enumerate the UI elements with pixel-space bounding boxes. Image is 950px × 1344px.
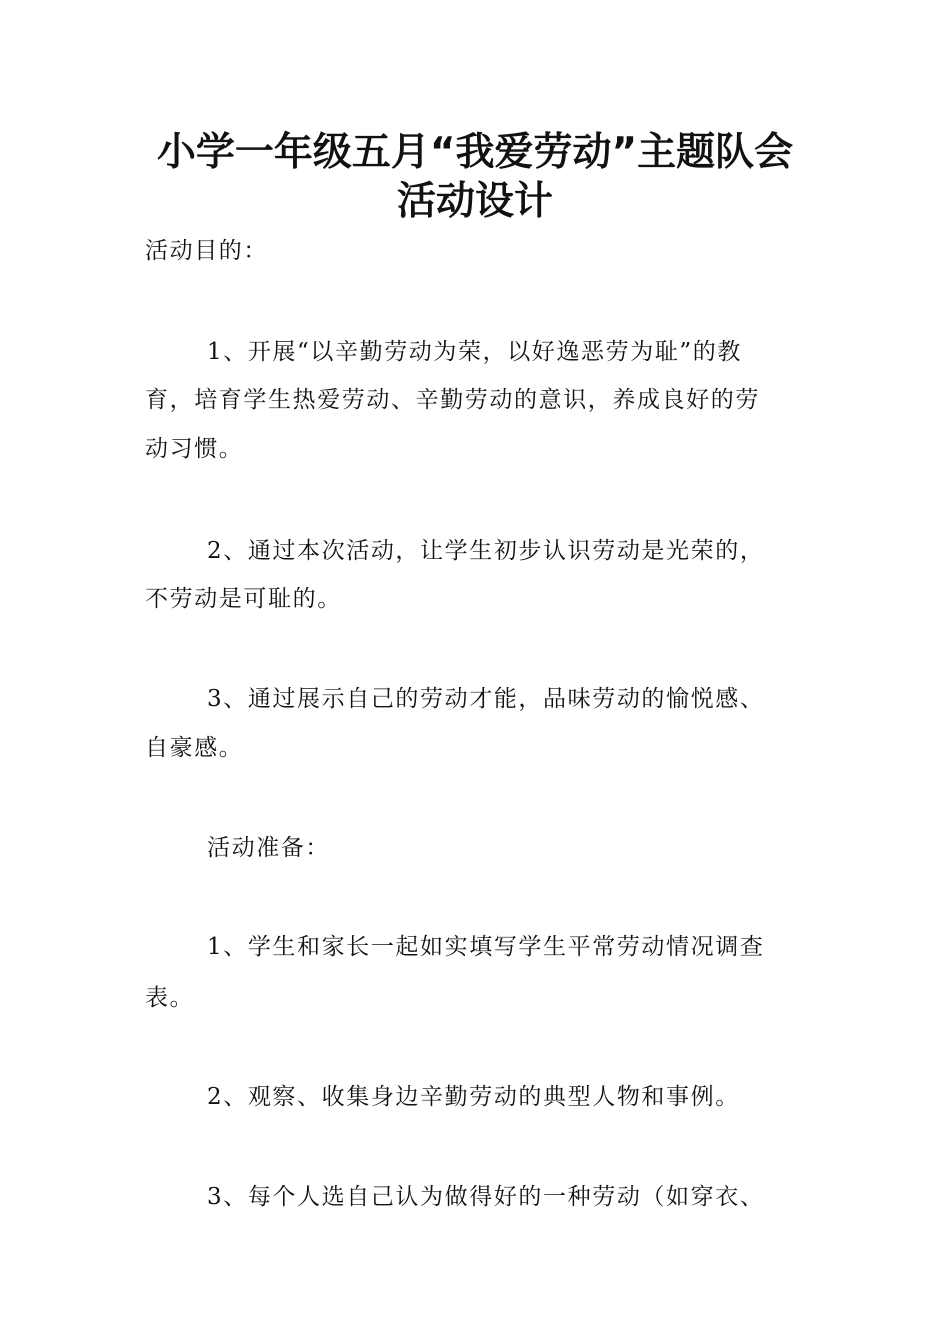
document-title-line-2: 活动设计 [396,179,553,224]
goal-item-1-line-3: 动习惯。 [145,436,244,462]
goal-item-1-line-2: 育，培育学生热爱劳动、辛勤劳动的意识，养成良好的劳 [145,387,760,413]
goal-item-3-line-2: 自豪感。 [145,735,244,761]
prep-item-1-line-1: 1、学生和家长一起如实填写学生平常劳动情况调查 [207,934,765,960]
goal-item-2-line-2: 不劳动是可耻的。 [145,586,342,612]
section-heading-prep: 活动准备： [207,835,330,861]
goal-item-2-line-1: 2、通过本次活动，让学生初步认识劳动是光荣的， [207,538,765,564]
goal-item-3-line-1: 3、通过展示自己的劳动才能，品味劳动的愉悦感、 [207,686,765,712]
prep-item-3-line-1: 3、每个人选自己认为做得好的一种劳动（如穿衣、 [207,1184,765,1210]
goal-item-1-line-1: 1、开展“以辛勤劳动为荣，以好逸恶劳为耻”的教 [207,339,742,365]
document-title-line-1: 小学一年级五月“我爱劳动”主题队会 [156,130,794,175]
prep-item-1-line-2: 表。 [145,985,195,1011]
section-heading-goal: 活动目的： [145,238,268,264]
prep-item-2-line-1: 2、观察、收集身边辛勤劳动的典型人物和事例。 [207,1084,740,1110]
